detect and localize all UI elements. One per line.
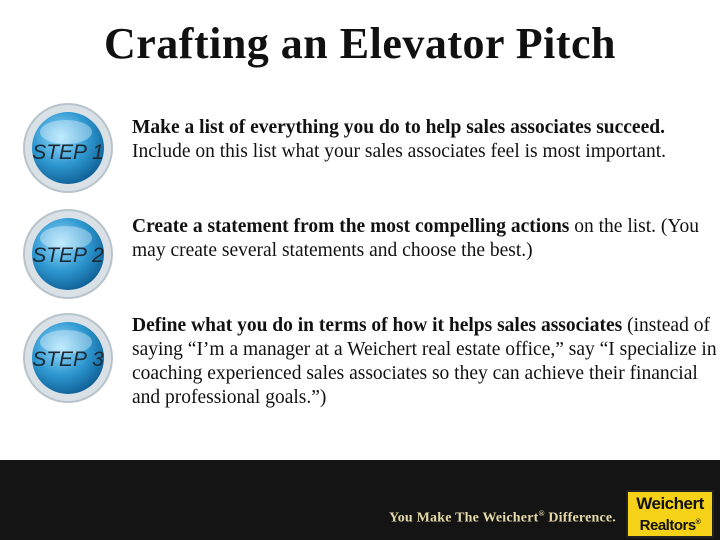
step-1-badge-label: STEP 1 <box>32 141 104 164</box>
step-3-text <box>132 314 717 410</box>
step-3-bold: Define what you do in terms of how it helps sales associates <box>132 315 623 336</box>
slide-title: Crafting an Elevator Pitch <box>103 19 617 68</box>
weichert-logo <box>626 490 714 538</box>
step-1-rest: Include on this list what your sales associates feel is most important. <box>132 141 666 162</box>
step-3-rest: (instead of saying “I’m a manager at a Weichert real estate office,” say “I specialize in coaching experienced sales associates so they can achieve their financial and professional goals.”) <box>132 315 717 408</box>
step-2-badge-label: STEP 2 <box>32 244 104 267</box>
logo-line-1: Weichert <box>636 494 704 513</box>
step-1-text <box>132 116 717 164</box>
step-1-bold: Make a list of everything you do to help sales associates succeed. <box>132 117 665 138</box>
step-1-badge-icon <box>22 102 114 194</box>
footer-tagline: You Make The Weichert® Difference. <box>388 509 616 526</box>
step-2-bold: Create a statement from the most compelling actions <box>132 216 570 237</box>
step-3-badge-label: STEP 3 <box>32 348 104 371</box>
step-2-rest: on the list. (You may create several statements and choose the best.) <box>132 216 700 261</box>
step-2-badge-icon <box>22 208 114 300</box>
footer-bar <box>0 460 720 540</box>
logo-line-2: Realtors® <box>639 517 701 534</box>
step-3-badge-icon <box>22 312 114 404</box>
step-2-text <box>132 215 717 263</box>
